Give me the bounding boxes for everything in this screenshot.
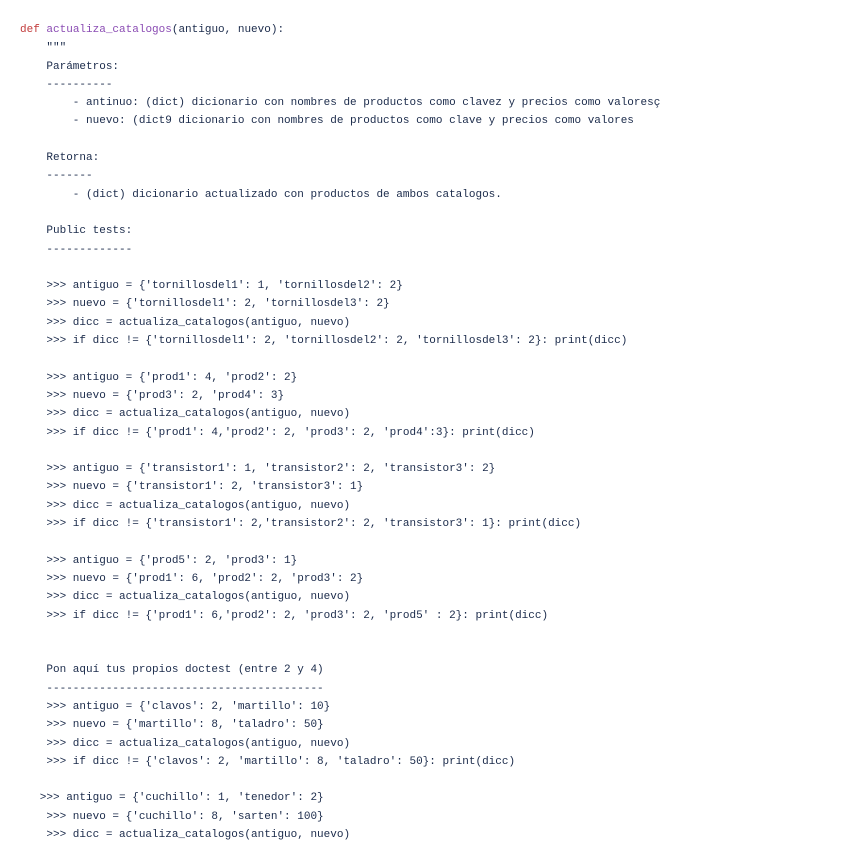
code-line: >>> antiguo = {'transistor1': 1, 'transistor2': 2, 'transistor3': 2} [20, 463, 496, 476]
code-line: >>> dicc = actualiza_catalogos(antiguo, nuevo) [20, 829, 351, 842]
code-line: >>> nuevo = {'prod3': 2, 'prod4': 3} [20, 389, 285, 402]
function-params: (antiguo, nuevo): [171, 24, 285, 36]
code-line: >>> nuevo = {'tornillosdel1': 2, 'tornillosdel3': 2} [20, 298, 390, 311]
code-line: >>> nuevo = {'martillo': 8, 'taladro': 50} [20, 719, 324, 732]
code-line: """ [20, 42, 67, 55]
code-line [20, 771, 848, 789]
docstring-block [20, 39, 848, 844]
code-line: >>> dicc = actualiza_catalogos(antiguo, nuevo) [20, 408, 351, 421]
code-line: >>> dicc = actualiza_catalogos(antiguo, nuevo) [20, 591, 351, 604]
code-line [20, 625, 848, 643]
code-line: ---------- [20, 78, 113, 91]
code-line: - antinuo: (dict) dicionario con nombres de productos como clavez y precios como valoresç [20, 97, 661, 110]
code-line: >>> dicc = actualiza_catalogos(antiguo, nuevo) [20, 737, 351, 750]
code-line: >>> antiguo = {'tornillosdel1': 1, 'tornillosdel2': 2} [20, 280, 403, 293]
function-definition-line [20, 21, 848, 39]
function-name: actualiza_catalogos [46, 24, 172, 36]
code-line [20, 442, 848, 460]
code-line: >>> if dicc != {'transistor1': 2,'transistor2': 2, 'transistor3': 1}: print(dicc) [20, 518, 582, 531]
code-line: - (dict) dicionario actualizado con productos de ambos catalogos. [20, 188, 502, 201]
code-line: ------------------------------------------ [20, 682, 324, 695]
def-keyword: def [20, 24, 40, 36]
code-line: Retorna: [20, 152, 100, 165]
code-line [20, 643, 848, 661]
code-line: ------- [20, 170, 93, 183]
code-line: >>> if dicc != {'clavos': 2, 'martillo': 8, 'taladro': 50}: print(dicc) [20, 755, 516, 768]
code-line: ------------- [20, 243, 133, 256]
code-line: >>> if dicc != {'tornillosdel1': 2, 'tornillosdel2': 2, 'tornillosdel3': 2}: print(dicc) [20, 335, 628, 348]
code-line: >>> dicc = actualiza_catalogos(antiguo, nuevo) [20, 499, 351, 512]
code-line [20, 350, 848, 368]
code-line: >>> antiguo = {'clavos': 2, 'martillo': 10} [20, 700, 331, 713]
code-line: >>> nuevo = {'cuchillo': 8, 'sarten': 100} [20, 810, 324, 823]
code-line: >>> antiguo = {'prod1': 4, 'prod2': 2} [20, 371, 298, 384]
code-line: >>> nuevo = {'transistor1': 2, 'transistor3': 1} [20, 481, 364, 494]
code-line: - nuevo: (dict9 dicionario con nombres de productos como clave y precios como valores [20, 115, 634, 128]
code-line [20, 533, 848, 551]
code-line: >>> dicc = actualiza_catalogos(antiguo, nuevo) [20, 316, 351, 329]
code-line: >>> nuevo = {'prod1': 6, 'prod2': 2, 'prod3': 2} [20, 572, 364, 585]
code-line: >>> if dicc != {'prod1': 4,'prod2': 2, 'prod3': 2, 'prod4':3}: print(dicc) [20, 426, 535, 439]
code-line: Pon aquí tus propios doctest (entre 2 y 4) [20, 664, 324, 677]
code-line: Parámetros: [20, 60, 120, 73]
code-line: >>> antiguo = {'cuchillo': 1, 'tenedor': 2} [20, 792, 324, 805]
code-line [20, 131, 848, 149]
code-line: >>> if dicc != {'prod1': 6,'prod2': 2, 'prod3': 2, 'prod5' : 2}: print(dicc) [20, 609, 549, 622]
code-line: Public tests: [20, 225, 133, 238]
code-line: >>> antiguo = {'prod5': 2, 'prod3': 1} [20, 554, 298, 567]
code-line [20, 259, 848, 277]
code-line [20, 204, 848, 222]
